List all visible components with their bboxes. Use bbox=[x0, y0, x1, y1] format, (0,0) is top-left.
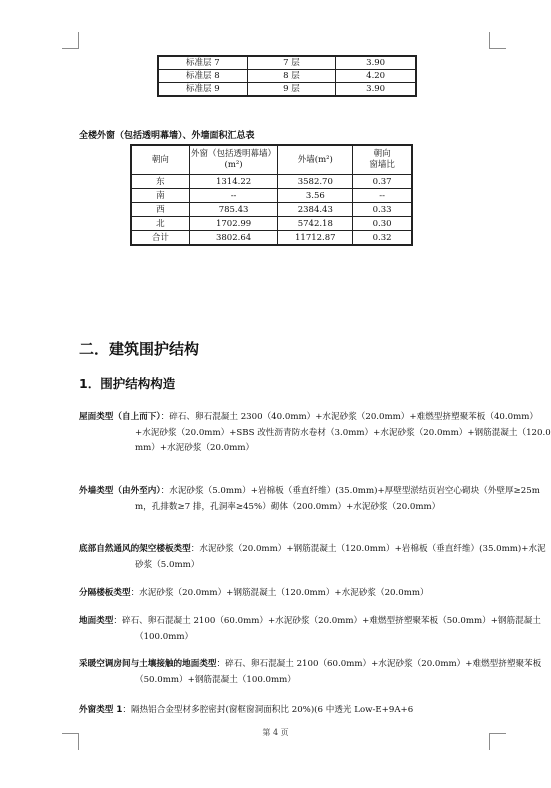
floor-level-cell: 9 层 bbox=[247, 83, 336, 96]
floor-height-cell: 4.20 bbox=[336, 70, 416, 83]
paragraph-text: ：碎石、卵石混凝土 2300（40.0mm）+水泥砂浆（20.0mm）+难燃型挤塑聚苯板（40.0mm）+水泥砂浆（20.0mm）+SBS 改性沥青防水卷材（3.0mm）+水泥砂浆（20.0mm）+钢筋混凝土（120.0mm）+水泥砂浆（20.0mm） bbox=[135, 412, 551, 453]
partition-floor-paragraph bbox=[79, 586, 551, 602]
soil-contact-ground-paragraph bbox=[79, 657, 551, 688]
ratio-cell: 0.32 bbox=[353, 231, 412, 245]
header-ratio bbox=[353, 146, 412, 175]
paragraph-label: 采暖空调房间与土壤接触的地面类型 bbox=[79, 659, 217, 669]
paragraph-label: 分隔楼板类型 bbox=[79, 588, 131, 598]
ratio-cell: 0.37 bbox=[353, 175, 412, 189]
orientation-cell: 北 bbox=[132, 217, 190, 231]
table-row bbox=[159, 70, 416, 83]
subsection-heading: 1．围护结构构造 bbox=[79, 376, 176, 391]
window-wall-summary-table bbox=[131, 145, 412, 245]
paragraph-label: 外墙类型（由外至内） bbox=[79, 486, 161, 496]
header-window-area bbox=[189, 146, 278, 175]
header-window-line1: 外窗（包括透明幕墙） bbox=[191, 149, 277, 159]
header-window-line2: (m²) bbox=[224, 160, 243, 170]
section-heading: 二．建筑围护结构 bbox=[79, 340, 200, 358]
orientation-cell: 东 bbox=[132, 175, 190, 189]
table-row bbox=[132, 217, 412, 231]
wall-area-cell: 3582.70 bbox=[278, 175, 353, 189]
floor-name-cell: 标准层 8 bbox=[159, 70, 248, 83]
ground-type-paragraph bbox=[79, 614, 551, 645]
summary-table-caption: 全楼外窗（包括透明幕墙）、外墙面积汇总表 bbox=[79, 131, 255, 141]
ratio-cell: 0.30 bbox=[353, 217, 412, 231]
floor-name-cell: 标准层 9 bbox=[159, 83, 248, 96]
wall-area-cell: 3.56 bbox=[278, 189, 353, 203]
floor-name-cell: 标准层 7 bbox=[159, 57, 248, 70]
paragraph-label: 底部自然通风的架空楼板类型 bbox=[79, 544, 191, 554]
crop-mark-top-left bbox=[62, 32, 79, 49]
paragraph-text: ：水泥砂浆（5.0mm）+岩棉板（垂直纤维）(35.0mm)+厚壁型淤结页岩空心砌块（外壁厚≥25mm，孔排数≥7 排，孔洞率≥45%）砌体（200.0mm）+水泥砂浆（20.0mm） bbox=[135, 486, 540, 512]
table-header-row bbox=[132, 146, 412, 175]
table-row bbox=[159, 57, 416, 70]
window-area-cell: -- bbox=[189, 189, 278, 203]
paragraph-text: ：碎石、卵石混凝土 2100（60.0mm）+水泥砂浆（20.0mm）+难燃型挤塑聚苯板（50.0mm）+钢筋混凝土（100.0mm） bbox=[135, 659, 542, 685]
raised-floor-paragraph bbox=[79, 542, 551, 573]
floor-height-cell: 3.90 bbox=[336, 57, 416, 70]
header-orientation: 朝向 bbox=[132, 146, 190, 175]
window-type-paragraph bbox=[79, 703, 551, 719]
paragraph-label: 屋面类型（自上而下） bbox=[79, 412, 161, 422]
wall-area-cell: 2384.43 bbox=[278, 203, 353, 217]
paragraph-text: ：碎石、卵石混凝土 2100（60.0mm）+水泥砂浆（20.0mm）+难燃型挤塑聚苯板（50.0mm）+钢筋混凝土（100.0mm） bbox=[113, 616, 541, 642]
roof-type-paragraph bbox=[79, 410, 551, 457]
wall-area-cell: 5742.18 bbox=[278, 217, 353, 231]
crop-mark-top-right bbox=[489, 32, 506, 49]
orientation-cell: 西 bbox=[132, 203, 190, 217]
floor-level-cell: 7 层 bbox=[247, 57, 336, 70]
window-area-cell: 785.43 bbox=[189, 203, 278, 217]
window-area-cell: 1702.99 bbox=[189, 217, 278, 231]
floor-height-table bbox=[158, 56, 416, 96]
ratio-cell: -- bbox=[353, 189, 412, 203]
page-number-footer: 第 4 页 bbox=[262, 728, 289, 737]
table-row bbox=[132, 231, 412, 245]
table-row bbox=[132, 203, 412, 217]
window-area-cell: 3802.64 bbox=[189, 231, 278, 245]
paragraph-label: 外窗类型 1 bbox=[79, 705, 123, 715]
window-area-cell: 1314.22 bbox=[189, 175, 278, 189]
paragraph-label: 地面类型 bbox=[79, 616, 114, 626]
exterior-wall-paragraph bbox=[79, 484, 551, 515]
orientation-cell: 合计 bbox=[132, 231, 190, 245]
orientation-cell: 南 bbox=[132, 189, 190, 203]
paragraph-text: ：水泥砂浆（20.0mm）+钢筋混凝土（120.0mm）+水泥砂浆（20.0mm） bbox=[130, 588, 429, 598]
ratio-cell: 0.33 bbox=[353, 203, 412, 217]
floor-level-cell: 8 层 bbox=[247, 70, 336, 83]
paragraph-text: ：隔热铝合金型材多腔密封(窗框窗洞面积比 20%)(6 中透光 Low-E+9A+6 bbox=[122, 705, 414, 715]
table-row bbox=[132, 189, 412, 203]
header-ratio-line1: 朝向 bbox=[373, 149, 391, 159]
table-row bbox=[159, 83, 416, 96]
paragraph-text: ：水泥砂浆（20.0mm）+钢筋混凝土（120.0mm）+岩棉板（垂直纤维）(35.0mm)+水泥砂浆（5.0mm） bbox=[135, 544, 546, 570]
header-wall-area: 外墙(m²) bbox=[278, 146, 353, 175]
floor-height-cell: 3.90 bbox=[336, 83, 416, 96]
wall-area-cell: 11712.87 bbox=[278, 231, 353, 245]
table-row bbox=[132, 175, 412, 189]
header-ratio-line2: 窗墙比 bbox=[369, 160, 395, 170]
